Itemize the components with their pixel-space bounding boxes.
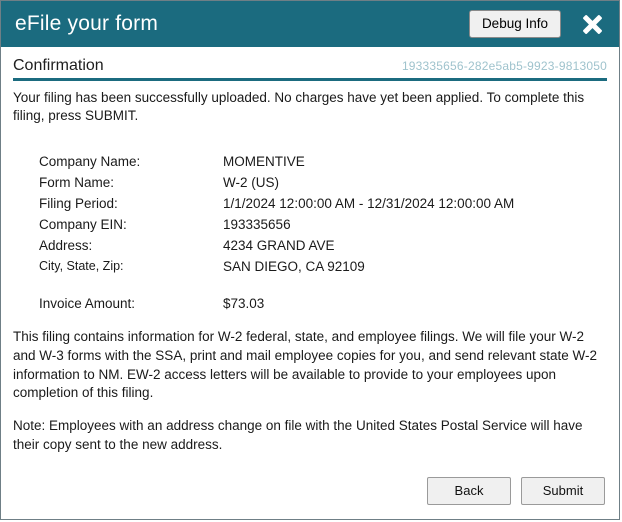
address-change-note: Note: Employees with an address change on file with the United States Postal Service will have their copy sent to the new address.: [13, 417, 583, 452]
debug-info-button[interactable]: Debug Info: [469, 10, 561, 38]
table-row: [39, 256, 514, 277]
submit-button[interactable]: Submit: [521, 477, 605, 505]
table-row: [39, 193, 514, 214]
close-icon[interactable]: [579, 11, 605, 37]
detail-value-address: 4234 GRAND AVE: [223, 238, 335, 254]
confirmation-intro-text: Your filing has been successfully uploaded. No charges have yet been applied. To complete this filing, press SUBMIT.: [13, 90, 585, 124]
detail-label-invoice-amount: Invoice Amount:: [39, 296, 136, 312]
confirmation-header: [13, 57, 607, 81]
detail-value-invoice-amount: $73.03: [223, 296, 265, 312]
detail-label-form-name: Form Name:: [39, 175, 115, 191]
dialog-footer: [427, 477, 605, 505]
confirmation-reference-id: 193335656-282e5ab5-9923-9813050: [401, 59, 607, 73]
detail-value-company-ein: 193335656: [223, 217, 291, 233]
table-row: [39, 293, 514, 314]
filing-details-table: [39, 151, 514, 314]
table-row: [39, 214, 514, 235]
detail-value-city-state-zip: SAN DIEGO, CA 92109: [223, 259, 365, 275]
detail-value-company-name: MOMENTIVE: [223, 154, 305, 170]
dialog-title-bar: [1, 1, 619, 47]
detail-label-address: Address:: [39, 238, 93, 254]
filing-description-paragraph: This filing contains information for W-2 federal, state, and employee filings. We will file your W-2 and W-3 forms with the SSA, print and mail employee copies for you, and send relevant state W-2 information to NM. EW-2 access letters will be available to provide to your employees upon completion of this filing.: [13, 329, 598, 401]
detail-label-company-ein: Company EIN:: [39, 217, 127, 233]
detail-value-form-name: W-2 (US): [223, 175, 279, 191]
dialog-content: [1, 47, 619, 519]
page-title: eFile your form: [15, 12, 159, 35]
detail-label-company-name: Company Name:: [39, 154, 141, 170]
back-button[interactable]: Back: [427, 477, 511, 505]
confirmation-heading: Confirmation: [13, 57, 104, 74]
table-row: [39, 235, 514, 256]
table-row: [39, 151, 514, 172]
detail-label-filing-period: Filing Period:: [39, 196, 118, 212]
table-spacer-row: [39, 277, 514, 293]
detail-value-filing-period: 1/1/2024 12:00:00 AM - 12/31/2024 12:00:00 AM: [223, 196, 515, 212]
table-row: [39, 172, 514, 193]
detail-label-city-state-zip: City, State, Zip:: [39, 259, 124, 274]
